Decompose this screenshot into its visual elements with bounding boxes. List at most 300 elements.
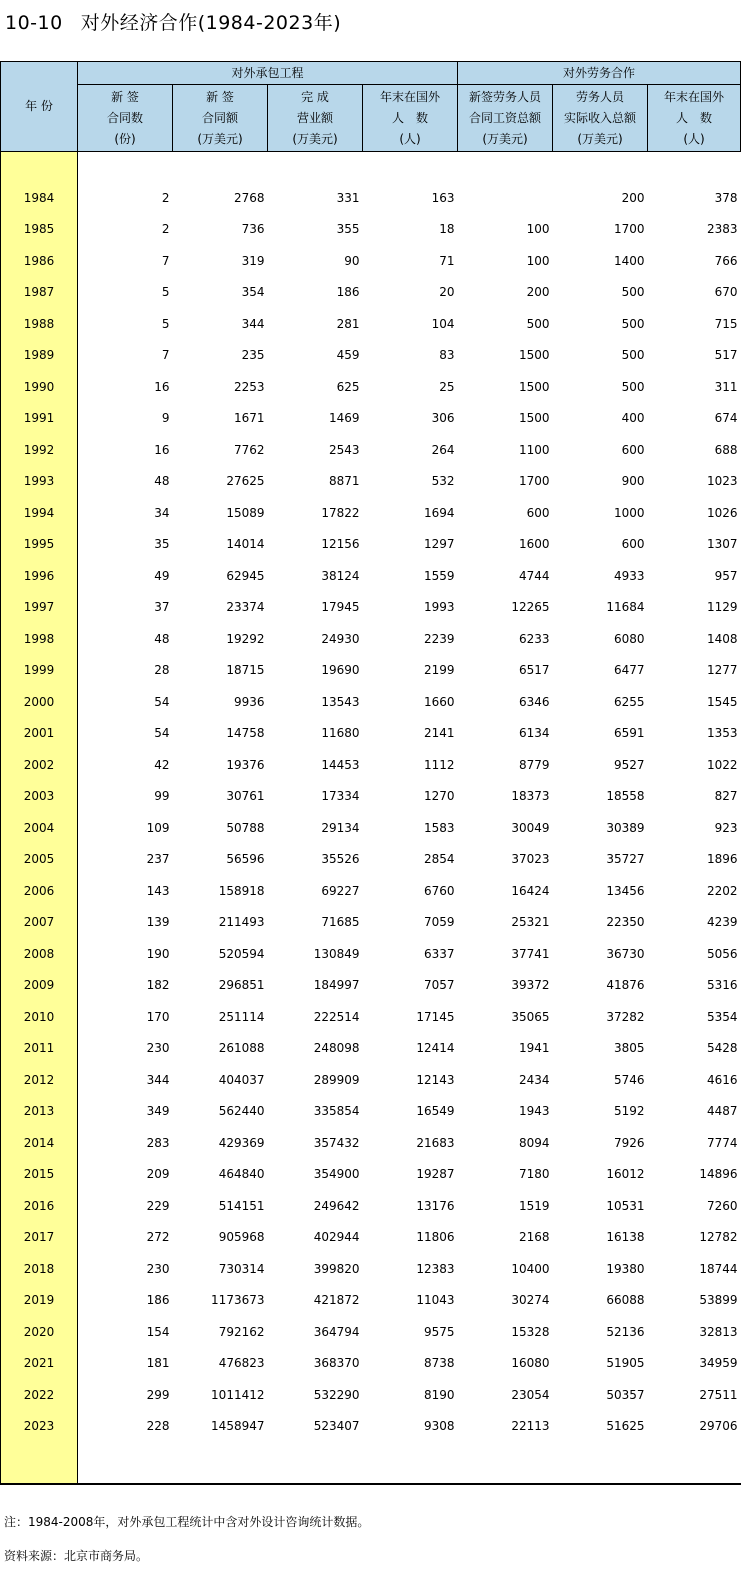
table-cell: 2543 (328, 442, 360, 457)
year-cell: 2013 (1, 1096, 78, 1128)
table-cell: 1660 (423, 694, 455, 709)
table-cell: 11680 (321, 726, 360, 741)
table-cell: 311 (714, 379, 738, 394)
table-cell: 400 (621, 411, 645, 426)
table-cell: 354900 (313, 1167, 360, 1182)
year-cell: 1986 (1, 245, 78, 277)
table-cell: 54 (154, 726, 170, 741)
table-cell: 51905 (606, 1356, 645, 1371)
year-cell: 2012 (1, 1064, 78, 1096)
table-cell: 1458947 (211, 1419, 265, 1434)
table-cell: 38124 (321, 568, 360, 583)
year-cell: 1988 (1, 308, 78, 340)
table-cell: 1545 (707, 694, 738, 709)
table-cell: 459 (336, 348, 360, 363)
table-cell: 2141 (423, 726, 455, 741)
table-cell: 34 (154, 505, 170, 520)
table-cell: 35727 (606, 852, 645, 867)
year-cell: 2011 (1, 1033, 78, 1065)
table-cell: 670 (714, 285, 738, 300)
table-cell: 6255 (613, 694, 645, 709)
table-cell: 200 (621, 190, 645, 205)
table-cell: 230 (146, 1041, 170, 1056)
table-cell: 520594 (218, 946, 265, 961)
table-cell: 37741 (511, 946, 550, 961)
table-cell: 1026 (707, 505, 738, 520)
year-cell: 2002 (1, 749, 78, 781)
table-cell: 6517 (518, 663, 550, 678)
table-cell: 5354 (707, 1009, 738, 1024)
table-row (1, 434, 741, 466)
table-row (1, 1064, 741, 1096)
table-cell: 11684 (606, 600, 645, 615)
table-cell: 6760 (423, 883, 455, 898)
table-cell: 1270 (423, 789, 455, 804)
year-cell: 2005 (1, 844, 78, 876)
table-row (1, 1096, 741, 1128)
table-cell: 8190 (423, 1387, 455, 1402)
table-row (1, 592, 741, 624)
table-body (1, 152, 741, 1485)
table-cell: 32813 (699, 1324, 738, 1339)
table-cell: 1022 (707, 757, 738, 772)
table-cell: 18715 (226, 663, 265, 678)
table-cell: 28 (154, 663, 170, 678)
table-cell: 1600 (518, 537, 550, 552)
table-cell: 200 (526, 285, 550, 300)
year-cell: 1997 (1, 592, 78, 624)
table-cell: 35526 (321, 852, 360, 867)
table-row (1, 560, 741, 592)
table-row (1, 1001, 741, 1033)
year-cell: 2016 (1, 1190, 78, 1222)
table-row (1, 844, 741, 876)
table-cell: 957 (714, 568, 738, 583)
column-header-line: 合同数 (106, 110, 143, 125)
column-header-new-contract-value (173, 85, 268, 152)
table-cell: 139 (146, 915, 170, 930)
column-header-line: 新 签 (206, 89, 234, 104)
table-cell: 249642 (313, 1198, 360, 1213)
table-cell: 10400 (511, 1261, 550, 1276)
table-cell: 1023 (707, 474, 738, 489)
table-cell: 22113 (511, 1419, 550, 1434)
table-cell: 16 (154, 442, 170, 457)
table-row (1, 623, 741, 655)
table-cell: 500 (621, 348, 645, 363)
column-header-line: (万美元) (292, 131, 338, 146)
table-cell: 16012 (606, 1167, 645, 1182)
table-row (1, 245, 741, 277)
table-row (1, 529, 741, 561)
table-cell: 5 (161, 316, 170, 331)
column-header-line: (万美元) (482, 131, 528, 146)
year-cell: 1985 (1, 214, 78, 246)
group-header-labor: 对外劳务合作 (458, 62, 741, 85)
year-cell: 1991 (1, 403, 78, 435)
table-number: 10-10 (5, 12, 63, 34)
table-cell: 715 (714, 316, 738, 331)
table-cell: 37282 (606, 1009, 645, 1024)
table-cell: 22350 (606, 915, 645, 930)
table-cell: 1011412 (211, 1387, 265, 1402)
table-cell: 283 (146, 1135, 170, 1150)
table-cell: 1112 (423, 757, 455, 772)
column-header-line: 合同额 (201, 110, 238, 125)
table-cell: 1297 (423, 537, 455, 552)
table-cell: 281 (336, 316, 360, 331)
table-cell: 500 (621, 285, 645, 300)
year-cell: 1998 (1, 623, 78, 655)
table-cell: 2383 (707, 222, 738, 237)
table-cell: 1353 (707, 726, 738, 741)
column-header-abroad-workers-contracting (363, 85, 458, 152)
table-cell: 1700 (518, 474, 550, 489)
table-cell: 15328 (511, 1324, 550, 1339)
table-cell: 71685 (321, 915, 360, 930)
table-cell: 1671 (233, 411, 265, 426)
table-cell: 4933 (613, 568, 645, 583)
table-cell: 5316 (707, 978, 738, 993)
table-row (1, 1033, 741, 1065)
table-cell: 154 (146, 1324, 170, 1339)
data-table (0, 61, 741, 1485)
table-cell: 35 (154, 537, 170, 552)
column-header-line: 年末在国外 (380, 89, 441, 104)
table-cell: 25 (439, 379, 455, 394)
table-cell: 13456 (606, 883, 645, 898)
table-cell: 53899 (699, 1293, 738, 1308)
table-cell: 48 (154, 631, 170, 646)
table-cell: 4744 (518, 568, 550, 583)
column-header-line: 新签劳务人员 (469, 89, 542, 104)
table-cell: 27511 (699, 1387, 738, 1402)
year-cell: 2007 (1, 907, 78, 939)
table-note: 注：1984-2008年，对外承包工程统计中含对外设计咨询统计数据。 (4, 1515, 370, 1529)
table-cell: 378 (714, 190, 738, 205)
table-cell: 12265 (511, 600, 550, 615)
table-cell: 15089 (226, 505, 265, 520)
table-row (1, 655, 741, 687)
table-cell: 30389 (606, 820, 645, 835)
table-cell: 532 (431, 474, 455, 489)
table-row (1, 1127, 741, 1159)
table-cell: 37023 (511, 852, 550, 867)
table-row (1, 340, 741, 372)
table-cell: 37 (154, 600, 170, 615)
table-cell: 9936 (233, 694, 265, 709)
table-cell: 296851 (218, 978, 265, 993)
table-cell: 34959 (699, 1356, 738, 1371)
table-cell: 14758 (226, 726, 265, 741)
table-cell: 100 (526, 253, 550, 268)
table-cell: 25321 (511, 915, 550, 930)
table-cell: 562440 (218, 1104, 265, 1119)
table-cell: 429369 (218, 1135, 265, 1150)
table-cell: 186 (146, 1293, 170, 1308)
table-row (1, 214, 741, 246)
table-row (1, 781, 741, 813)
table-cell: 319 (241, 253, 265, 268)
table-cell: 184997 (313, 978, 360, 993)
table-cell: 6346 (518, 694, 550, 709)
table-cell: 289909 (313, 1072, 360, 1087)
table-row (1, 1159, 741, 1191)
table-row (1, 907, 741, 939)
column-header-line: 年末在国外 (664, 89, 725, 104)
table-cell: 8094 (518, 1135, 550, 1150)
table-cell: 18744 (699, 1261, 738, 1276)
table-cell: 600 (621, 442, 645, 457)
table-cell: 357432 (313, 1135, 360, 1150)
table-cell: 5746 (613, 1072, 645, 1087)
table-cell (458, 182, 553, 214)
column-header-new-contracts-count (78, 85, 173, 152)
table-cell: 12143 (416, 1072, 455, 1087)
table-cell: 523407 (313, 1419, 360, 1434)
table-cell: 19292 (226, 631, 265, 646)
group-header-contracting: 对外承包工程 (78, 62, 458, 85)
table-cell: 4616 (707, 1072, 738, 1087)
table-cell: 1694 (423, 505, 455, 520)
table-cell: 1519 (518, 1198, 550, 1213)
table-row (1, 1253, 741, 1285)
table-cell: 1993 (423, 600, 455, 615)
table-cell: 23054 (511, 1387, 550, 1402)
table-row (1, 749, 741, 781)
table-cell: 7260 (707, 1198, 738, 1213)
table-cell: 182 (146, 978, 170, 993)
table-cell: 163 (431, 190, 455, 205)
table-cell: 66088 (606, 1293, 645, 1308)
table-cell: 5192 (613, 1104, 645, 1119)
table-cell: 6134 (518, 726, 550, 741)
table-cell: 261088 (218, 1041, 265, 1056)
table-cell: 5056 (707, 946, 738, 961)
table-cell: 12782 (699, 1230, 738, 1245)
table-cell: 500 (526, 316, 550, 331)
table-cell: 1500 (518, 348, 550, 363)
table-cell: 344 (146, 1072, 170, 1087)
table-cell: 42 (154, 757, 170, 772)
table-cell: 16549 (416, 1104, 455, 1119)
table-cell: 1400 (613, 253, 645, 268)
table-cell: 9575 (423, 1324, 455, 1339)
year-cell: 2000 (1, 686, 78, 718)
year-cell: 1992 (1, 434, 78, 466)
table-cell: 2202 (707, 883, 738, 898)
table-cell: 9 (161, 411, 170, 426)
table-cell: 532290 (313, 1387, 360, 1402)
table-cell: 349 (146, 1104, 170, 1119)
year-cell: 2022 (1, 1379, 78, 1411)
table-cell: 16080 (511, 1356, 550, 1371)
table-cell: 2 (161, 222, 170, 237)
table-row (1, 1379, 741, 1411)
table-cell: 13176 (416, 1198, 455, 1213)
table-cell: 600 (621, 537, 645, 552)
table-cell: 464840 (218, 1167, 265, 1182)
column-header-line: 营业额 (296, 110, 333, 125)
year-cell: 1994 (1, 497, 78, 529)
year-cell: 1990 (1, 371, 78, 403)
table-cell: 1700 (613, 222, 645, 237)
table-cell: 364794 (313, 1324, 360, 1339)
year-cell: 1999 (1, 655, 78, 687)
column-header-line: 人 数 (392, 110, 429, 125)
table-cell: 766 (714, 253, 738, 268)
table-cell: 237 (146, 852, 170, 867)
table-cell: 12414 (416, 1041, 455, 1056)
table-cell: 7 (161, 253, 170, 268)
table-row (1, 970, 741, 1002)
table-cell: 14453 (321, 757, 360, 772)
table-cell: 18373 (511, 789, 550, 804)
table-cell: 248098 (313, 1041, 360, 1056)
table-cell: 299 (146, 1387, 170, 1402)
table-cell: 331 (336, 190, 360, 205)
table-cell: 8779 (518, 757, 550, 772)
table-cell: 827 (714, 789, 738, 804)
data-source: 资料来源：北京市商务局。 (4, 1549, 149, 1563)
table-cell: 335854 (313, 1104, 360, 1119)
table-cell: 9527 (613, 757, 645, 772)
table-row (1, 812, 741, 844)
table-cell: 16 (154, 379, 170, 394)
table-cell: 421872 (313, 1293, 360, 1308)
table-cell: 514151 (218, 1198, 265, 1213)
table-cell: 404037 (218, 1072, 265, 1087)
table-cell: 1129 (707, 600, 738, 615)
table-cell: 6233 (518, 631, 550, 646)
column-header-labor-actual-income (553, 85, 648, 152)
column-header-line: (份) (114, 131, 136, 146)
table-cell: 4239 (707, 915, 738, 930)
table-row (1, 686, 741, 718)
table-cell: 3805 (613, 1041, 645, 1056)
year-cell: 2023 (1, 1411, 78, 1443)
year-cell: 2009 (1, 970, 78, 1002)
table-cell: 143 (146, 883, 170, 898)
table-cell: 99 (154, 789, 170, 804)
table-row (1, 1348, 741, 1380)
table-row (1, 718, 741, 750)
table-cell: 1500 (518, 379, 550, 394)
table-cell: 23374 (226, 600, 265, 615)
table-cell: 1277 (707, 663, 738, 678)
table-row (1, 403, 741, 435)
table-cell: 54 (154, 694, 170, 709)
table-cell: 62945 (226, 568, 265, 583)
table-cell: 11806 (416, 1230, 455, 1245)
table-cell: 209 (146, 1167, 170, 1182)
table-cell: 2854 (423, 852, 455, 867)
table-cell: 19380 (606, 1261, 645, 1276)
table-cell: 7762 (233, 442, 265, 457)
column-header-abroad-workers-labor (648, 85, 741, 152)
year-cell: 2006 (1, 875, 78, 907)
table-cell: 4487 (707, 1104, 738, 1119)
table-cell: 18558 (606, 789, 645, 804)
table-cell: 8738 (423, 1356, 455, 1371)
table-cell: 170 (146, 1009, 170, 1024)
table-cell: 600 (526, 505, 550, 520)
table-cell: 1100 (518, 442, 550, 457)
table-cell: 923 (714, 820, 738, 835)
table-cell: 6080 (613, 631, 645, 646)
year-cell: 2015 (1, 1159, 78, 1191)
table-cell: 50357 (606, 1387, 645, 1402)
table-title: 对外经济合作(1984-2023年) (80, 12, 342, 34)
table-cell: 235 (241, 348, 265, 363)
table-cell: 792162 (218, 1324, 265, 1339)
column-header-line: (人) (399, 131, 421, 146)
table-cell: 354 (241, 285, 265, 300)
table-cell: 109 (146, 820, 170, 835)
table-cell: 69227 (321, 883, 360, 898)
column-header-line: 实际收入总额 (564, 110, 637, 125)
table-cell: 1896 (707, 852, 738, 867)
page-title (5, 8, 341, 35)
table-cell: 402944 (313, 1230, 360, 1245)
table-cell: 9308 (423, 1419, 455, 1434)
table-row (1, 371, 741, 403)
table-cell: 2199 (423, 663, 455, 678)
table-cell: 19287 (416, 1167, 455, 1182)
table-cell: 251114 (218, 1009, 265, 1024)
table-cell: 19690 (321, 663, 360, 678)
table-cell: 500 (621, 316, 645, 331)
table-cell: 21683 (416, 1135, 455, 1150)
table-cell: 7774 (707, 1135, 738, 1150)
column-header-line: 新 签 (111, 89, 139, 104)
table-cell: 36730 (606, 946, 645, 961)
table-cell: 27625 (226, 474, 265, 489)
column-header-line: 人 数 (676, 110, 713, 125)
table-cell: 100 (526, 222, 550, 237)
table-cell: 11043 (416, 1293, 455, 1308)
year-column-header: 年 份 (1, 62, 78, 152)
table-cell: 1941 (518, 1041, 550, 1056)
table-row (1, 497, 741, 529)
table-cell: 50788 (226, 820, 265, 835)
year-cell: 2018 (1, 1253, 78, 1285)
table-cell: 51625 (606, 1419, 645, 1434)
column-header-line: 完 成 (301, 89, 329, 104)
table-cell: 14896 (699, 1167, 738, 1182)
table-cell: 29706 (699, 1419, 738, 1434)
table-cell: 211493 (218, 915, 265, 930)
table-cell: 1307 (707, 537, 738, 552)
table-cell: 12383 (416, 1261, 455, 1276)
table-cell: 13543 (321, 694, 360, 709)
table-cell: 52136 (606, 1324, 645, 1339)
table-cell: 14014 (226, 537, 265, 552)
table-row (1, 875, 741, 907)
table-row (1, 277, 741, 309)
table-cell: 12156 (321, 537, 360, 552)
table-cell: 19376 (226, 757, 265, 772)
year-cell: 1984 (1, 182, 78, 214)
table-cell: 41876 (606, 978, 645, 993)
table-cell: 6591 (613, 726, 645, 741)
table-cell: 17945 (321, 600, 360, 615)
table-cell: 1000 (613, 505, 645, 520)
table-cell: 230 (146, 1261, 170, 1276)
table-cell: 5 (161, 285, 170, 300)
table-cell: 517 (714, 348, 738, 363)
table-row (1, 1285, 741, 1317)
